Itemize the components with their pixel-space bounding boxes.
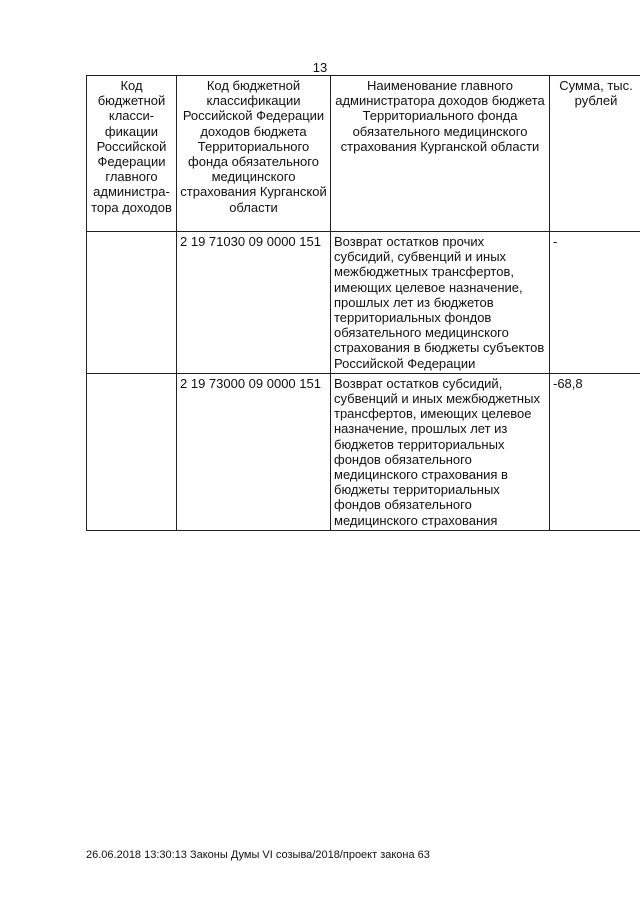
header-income-code: Код бюджетной классификации Российской Федерации доходов бюджета Территориального фонда обязательного медицинского страхования Курганской области	[177, 76, 331, 232]
budget-table	[86, 75, 640, 531]
cell-income-name: Возврат остатков субсидий, субвенций и иных межбюджетных трансфертов, имеющих целевое назначение, прошлых лет из бюджетов территориальных фондов обязательного медицинского страхования в бюджеты территориальных фондов обязательного медицинского страхования	[331, 373, 550, 530]
cell-income-code: 2 19 71030 09 0000 151	[177, 232, 331, 374]
table-row	[87, 373, 640, 530]
cell-admin-code	[87, 373, 177, 530]
cell-admin-code	[87, 232, 177, 374]
header-amount: Сумма, тыс. рублей	[550, 76, 640, 232]
cell-income-code: 2 19 73000 09 0000 151	[177, 373, 331, 530]
cell-amount: -68,8	[550, 373, 640, 530]
header-admin-code: Код бюджетной класси-фикации Российской Федерации главного администра-тора доходов	[87, 76, 177, 232]
cell-income-name: Возврат остатков прочих субсидий, субвенций и иных межбюджетных трансфертов, имеющих целевое назначение, прошлых лет из бюджетов территориальных фондов обязательного медицинского страхования в бюджеты субъектов Российской Федерации	[331, 232, 550, 374]
header-administrator-name: Наименование главного администратора доходов бюджета Территориального фонда обязательного медицинского страхования Курганской области	[331, 76, 550, 232]
footer-path: 26.06.2018 13:30:13 Законы Думы VI созыва/2018/проект закона 63	[86, 849, 430, 861]
page-number: 13	[312, 60, 328, 75]
cell-amount: -	[550, 232, 640, 374]
table-header-row	[87, 76, 640, 232]
table-row	[87, 232, 640, 374]
